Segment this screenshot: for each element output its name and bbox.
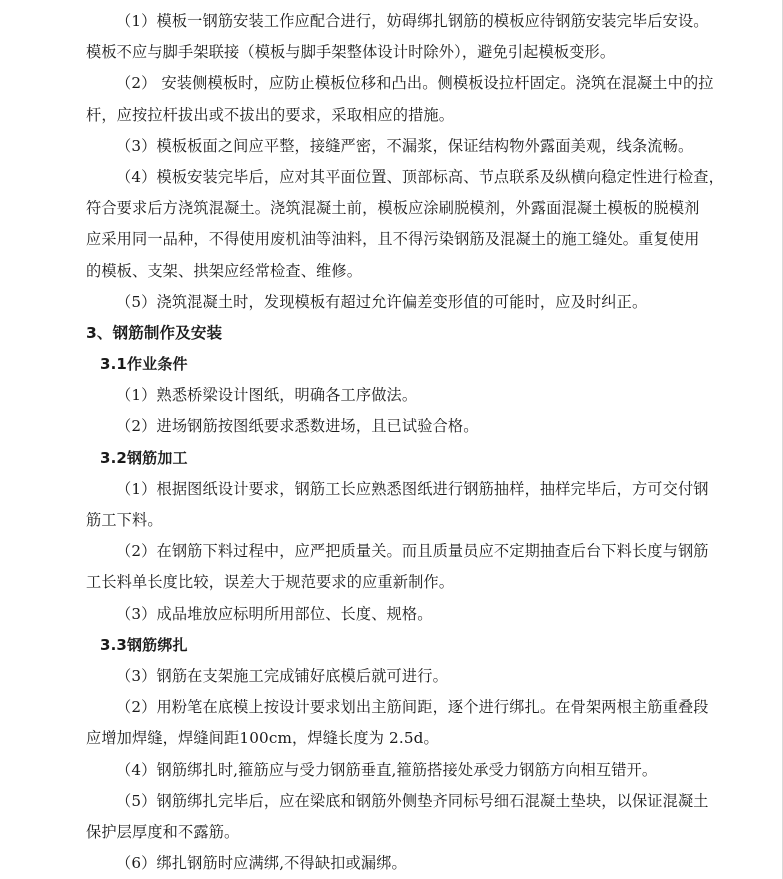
subsection-heading: 3.2钢筋加工 xyxy=(100,448,188,467)
paragraph-line: （5）浇筑混凝土时，发现模板有超过允许偏差变形值的可能时，应及时纠正。 xyxy=(116,292,648,311)
paragraph-line: 符合要求后方浇筑混凝土。浇筑混凝土前，模板应涂刷脱模剂，外露面混凝土模板的脱模剂 xyxy=(86,199,700,218)
paragraph-line: 的模板、支架、拱架应经常检查、维修。 xyxy=(86,261,363,280)
section-heading: 3、钢筋制作及安装 xyxy=(86,323,223,342)
paragraph-line: （4）钢筋绑扎时,箍筋应与受力钢筋垂直,箍筋搭接处承受力钢筋方向相互错开。 xyxy=(116,760,658,779)
paragraph-line: （5）钢筋绑扎完毕后，应在梁底和钢筋外侧垫齐同标号细石混凝土垫块，以保证混凝土 xyxy=(116,791,709,810)
paragraph-line: （2）进场钢筋按图纸要求悉数进场，且已试验合格。 xyxy=(116,417,479,436)
paragraph-line: 杆，应按拉杆拔出或不拔出的要求，采取相应的措施。 xyxy=(86,105,455,124)
paragraph-line: （2）在钢筋下料过程中，应严把质量关。而且质量员应不定期抽查后台下料长度与钢筋 xyxy=(116,542,709,561)
paragraph-line: 保护层厚度和不露筋。 xyxy=(86,822,240,841)
paragraph-line: （2）用粉笔在底模上按设计要求划出主筋间距，逐个进行绑扎。在骨架两根主筋重叠段 xyxy=(116,698,709,717)
paragraph-line: （1）根据图纸设计要求，钢筋工长应熟悉图纸进行钢筋抽样，抽样完毕后，方可交付钢 xyxy=(116,479,709,498)
paragraph-line: 模板不应与脚手架联接（模板与脚手架整体设计时除外），避免引起模板变形。 xyxy=(86,43,616,62)
paragraph-line: （3）模板板面之间应平整，接缝严密，不漏浆，保证结构物外露面美观，线条流畅。 xyxy=(116,136,694,155)
paragraph-line: 筋工下料。 xyxy=(86,511,163,529)
paragraph-line: 应采用同一品种，不得使用废机油等油料，且不得污染钢筋及混凝土的施工缝处。重复使用 xyxy=(86,230,700,249)
paragraph-line: （3）成品堆放应标明所用部位、长度、规格。 xyxy=(116,604,433,623)
subsection-heading: 3.3钢筋绑扎 xyxy=(100,635,188,654)
paragraph-line: （1）熟悉桥梁设计图纸，明确各工序做法。 xyxy=(116,386,418,405)
paragraph-line: （3）钢筋在支架施工完成铺好底模后就可进行。 xyxy=(116,666,448,685)
paragraph-line: （6）绑扎钢筋时应满绑,不得缺扣或漏绑。 xyxy=(116,854,407,873)
paragraph-line: （4）模板安装完毕后，应对其平面位置、顶部标高、节点联系及纵横向稳定性进行检查， xyxy=(116,167,724,186)
paragraph-line: （2） 安装侧模板时，应防止模板位移和凸出。侧模板设拉杆固定。浇筑在混凝土中的拉 xyxy=(116,74,714,93)
paragraph-line: 应增加焊缝，焊缝间距100cm，焊缝长度为 2.5d。 xyxy=(86,729,439,748)
paragraph-line: 工长料单长度比较，误差大于规范要求的应重新制作。 xyxy=(86,573,455,592)
paragraph-line: （1）模板一钢筋安装工作应配合进行，妨碍绑扎钢筋的模板应待钢筋安装完毕后安设。 xyxy=(116,12,709,30)
subsection-heading: 3.1作业条件 xyxy=(100,355,188,374)
